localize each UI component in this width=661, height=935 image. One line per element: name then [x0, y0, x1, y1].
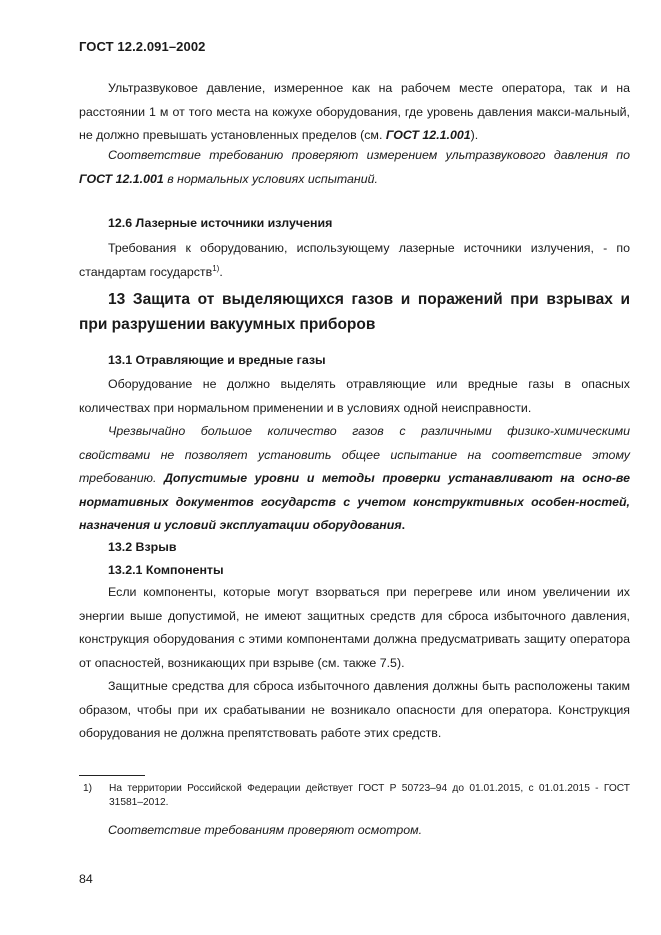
laser-sources-paragraph [79, 237, 630, 284]
footnote-number: 1) [83, 783, 93, 794]
emphasized-text: Допустимые уровни и методы проверки устанавливают на осно-ве нормативных документов государств с учетом конструктивных особен-ностей, назначения и условий эксплуатации оборудования [79, 471, 630, 533]
paragraph-text: ). [470, 128, 479, 143]
document-header: ГОСТ 12.2.091–2002 [79, 39, 206, 54]
footnote-text: На территории Российской Федерации действует ГОСТ Р 50723–94 до 01.01.2015, с 01.01.2015 - ГОСТ 31581–2012. [109, 783, 630, 808]
inspection-compliance-paragraph: Соответствие требованиям проверяют осмотром. [108, 823, 423, 837]
paragraph-text: Ультразвуковое давление, измеренное как на рабочем месте оператора, так и на расстоянии 1 м от того места на кожухе оборудования, где уровень давления макси-мальный, не должно превышать установленных пределов (см. [79, 81, 630, 143]
paragraph-text: . [401, 518, 406, 533]
paragraph-text: Требования к оборудованию, использующему лазерные источники излучения, - по стандартам государств [79, 241, 630, 279]
section-13-heading: 13 Защита от выделяющихся газов и поражений при взрывах и при разрушении вакуумных приборов [79, 291, 630, 333]
paragraph-text: в нормальных условиях испытаний. [163, 171, 378, 186]
section-12-6-heading: 12.6 Лазерные источники излучения [108, 216, 333, 230]
section-13-2-heading: 13.2 Взрыв [108, 540, 177, 554]
ultrasonic-pressure-paragraph [79, 77, 630, 148]
footnote-divider [79, 775, 145, 776]
section-13-1-heading: 13.1 Отравляющие и вредные газы [108, 353, 326, 367]
pressure-relief-paragraph: Защитные средства для сброса избыточного давления должны быть расположены таким образом, чтобы при их срабатывании не возникало опасности для оператора. Конструкция оборудования не должна препятствовать работе этих средств. [79, 679, 630, 741]
standard-reference: ГОСТ 12.1.001 [385, 128, 471, 143]
footnote [79, 782, 630, 810]
section-13-2-1-heading: 13.2.1 Компоненты [108, 563, 224, 577]
gases-testing-paragraph [79, 420, 630, 538]
explosion-components-paragraph: Если компоненты, которые могут взорваться при перегреве или ином увеличении их энергии выше допустимой, не имеют защитных средств для сброса избыточного давления, конструкция оборудования с этими компонентами должна предусматривать защиту оператора от опасностей, возникающих при взрыве (см. также 7.5). [79, 585, 630, 670]
paragraph-text: Чрезвычайно большое количество газов с различными физико-химическими свойствами не позволяет установить общее испытание на соответствие этому требованию. [79, 424, 630, 486]
footnote-marker: 1) [212, 263, 220, 273]
toxic-gases-paragraph: Оборудование не должно выделять отравляющие или вредные газы в опасных количествах при нормальном применении и в условиях одной неисправности. [79, 377, 630, 415]
paragraph-text: . [219, 264, 223, 279]
ultrasonic-compliance-paragraph [79, 144, 630, 191]
page-number: 84 [79, 872, 93, 886]
standard-reference: ГОСТ 12.1.001 [79, 171, 164, 186]
paragraph-text: Соответствие требованию проверяют измерением ультразвукового давления по [108, 148, 630, 162]
